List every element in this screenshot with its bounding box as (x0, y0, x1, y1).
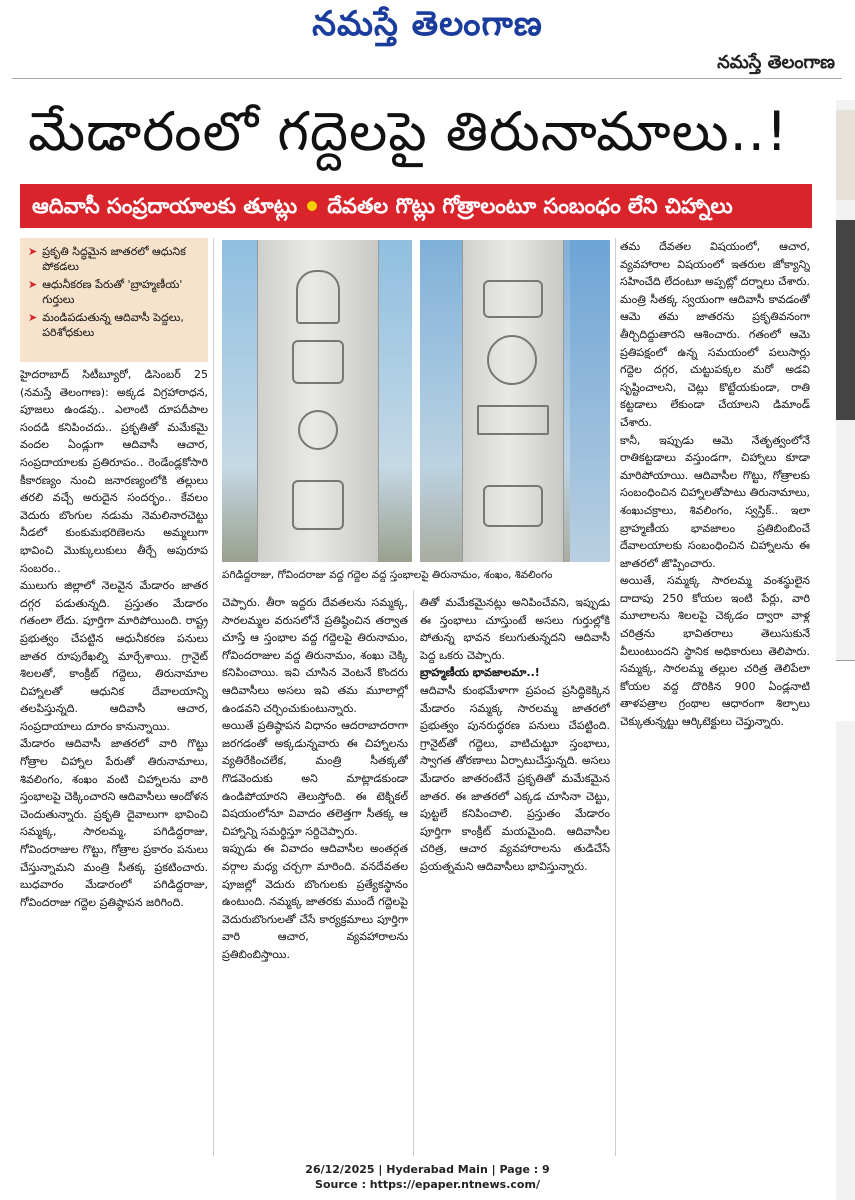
tirunamam-carving-icon (292, 340, 344, 384)
bullet-dot-icon (307, 201, 317, 211)
paragraph: చెప్పారు. తీరా ఇద్దరు దేవతలను సమ్మక్క, సారలమ్మల వరుసలోనే ప్రతిష్ఠించిన తర్వాత చూస్తే ఆ స్తంభాల వద్ద గద్దెలపై తిరునామం, గోవిందరాజుల వద్ద తిరునామం, శంఖు చెక్కి కనిపించాయి. ఇవి చూసిన వెంటనే కొందరు ఆదివాసీలు అసలు ఇవి తమ మూలాల్లో ఉండవని చర్చించుకుంటున్నారు. (222, 596, 408, 715)
paragraph: ములుగు జిల్లాలో నెలవైన మేడారం జాతర దగ్గర పడుతున్నది. ప్రస్తుతం మేడారం గతంలా లేదు. పూర్తిగా మారిపోయింది. రాష్ట్ర ప్రభుత్వం చేపట్టిన ఆధునీకరణ పనులు జాతర రూపురేఖల్ని మార్చేశాయి. గ్రానైట్ శిలలతో, కాంక్రీట్ గద్దెలు, తిరునామాల చిహ్నాలతో ఆధునిక దేవాలయాన్ని తలపిస్తున్నది. ఆదివాసీ ఆచార, సంప్రదాయాలు దూరం కానున్నాయి. (20, 579, 208, 733)
arrow-icon: ➤ (28, 311, 38, 324)
highlight-item: ➤ ప్రకృతి సిద్ధమైన జాతరలో ఆధునిక పోకడలు (28, 245, 186, 273)
flower-carving-icon (298, 410, 338, 450)
photo-caption: పగిడిద్దరాజు, గోవిందరాజు వద్ద గద్దెల వద్ద స్తంభాలపై తిరునామం, శంఖం, శివలింగం (222, 569, 553, 581)
cropped-header-fragment: నమస్తే తెలంగాణ (717, 52, 835, 73)
paragraph: తమ దేవతల విషయంలో, ఆచార, వ్యవహారాల విషయంలో ఇతరుల జోక్యాన్ని సహించేది లేదంటూ అప్పట్లో దర్నాలు చేశారు. మంత్రి సీతక్క స్వయంగా ఆదివాసీ కావడంతో ఆమె తమ జాతరను ప్రకృతివనంగా తీర్చిదిద్దుతారని ఆశించారు. గతంలో ఆమె ప్రతిపక్షంలో ఉన్న సమయంలో పలుసార్లు గద్దెల దగ్గర, చుట్టుపక్కల మరో అడవి సృష్టించాలని, చెట్లు కొట్టేయకుండా, రాతి కట్టడాలు లేకుండా చేయాలని డిమాండ్ చేశారు. (620, 240, 810, 429)
page-footer (0, 1162, 855, 1192)
sky-background (570, 240, 610, 562)
footer-source: Source : https://epaper.ntnews.com/ (315, 1178, 540, 1191)
paragraph: కానీ, ఇప్పుడు ఆమె నేతృత్వంలోనే రాతికట్టడాలు వస్తుండగా, చిహ్నాలు కూడా మారిపోయాయి. ఆదివాసీల గొట్టు, గోత్రాలకు సంబంధించిన చిహ్నాలతోపాటు తిరునామాలు, శంఖుచక్రాలు, శివలింగం, స్వస్తిక్.. ఇలా బ్రాహ్మణీయ భావజాలం ప్రతిబింబించే దేవాలయాలకు సంబంధించిన చిహ్నాలను ఈ జాతరలో జొప్పించారు. (620, 433, 810, 570)
adjacent-photo-dark (836, 220, 855, 420)
arrow-icon: ➤ (28, 278, 38, 291)
column-rule (413, 590, 414, 1156)
bow-carving-icon (483, 485, 543, 527)
article-column-3 (420, 594, 610, 1156)
paragraph: హైదరాబాద్ సిటీబ్యూరో, డిసెంబర్ 25 (నమస్తే తెలంగాణ): అక్కడ విగ్రహారాధన, పూజలు ఉండవు.. ఎలాంటి దూపదీపాల సందడి కనిపించదు.. ప్రకృతితో మమేకమై వందల ఏండ్లుగా ఆదివాసీ ఆచార, సంప్రదాయాలకు ప్రతిరూపం.. రెండేండ్లకోసారి కీకారణ్యం నుంచి జనారణ్యంలోకి తల్లులు తరలి వచ్చే అరుదైన సందర్భం.. కేవలం వెదురు బొంగుల నడుమ నెమలినారచెట్టు నీడలో కుంకుమభరిణెలను అమ్మలుగా భావించి మొక్కులుకులు తీర్చే అపురూప సంబరం.. (20, 368, 208, 575)
article-column-4 (620, 238, 810, 1156)
subheadline-bar (20, 184, 812, 228)
section-subheading: బ్రాహ్మణీయ భావజాలమా..! (420, 666, 540, 680)
adjacent-article-strip (836, 100, 855, 1200)
column-rule (615, 238, 616, 1156)
shivalingam-carving-icon (292, 480, 344, 530)
headline: మేడారంలో గద్దెలపై తిరునామాలు..! (28, 100, 789, 163)
conch-carving-icon (296, 270, 340, 324)
paragraph: ఆదివాసీ కుంభమేళాగా ప్రపంచ ప్రసిద్ధికెక్కిన మేడారం సమ్మక్క సారలమ్మ జాతరలో ప్రభుత్వం పునరుద్ధరణ పనులు చేపట్టింది. గ్రానైట్‌తో గద్దెలు, వాటిచుట్టూ స్తంభాలు, స్వాగత తోరణాలు ఏర్పాటుచేస్తున్నది. అసలు మేడారం జాతరంటేనే ప్రకృతితో మమేకమైన జాతర. ఈ జాతరలో ఎక్కడ చూసినా చెట్టు, పుట్టలే కనిపించాలి. ప్రస్తుతం మేడారం పూర్తిగా కాంక్రీట్ మయమైంది. ఆదివాసీల చరిత్ర, ఆచార వ్యవహారాలను తుడిచేసే ప్రయత్నమని ఆదివాసీలు భావిస్తున్నారు. (420, 683, 610, 873)
adjacent-photo (836, 110, 855, 200)
paragraph: తితో మమేకమైనట్లు అనిపించేవని, ఇప్పుడు ఈ స్తంభాలు చూస్తుంటే అసలు గుర్తుల్లోకి పోతున్న భావన కలుగుతున్నదని ఆదివాసీ పెద్ద ఒకరు చెప్పారు. (420, 596, 610, 662)
subheadline-part1: ఆదివాసీ సంప్రదాయాలకు తూట్లు (32, 194, 298, 218)
peacock-carving-icon (487, 335, 537, 385)
subheadline-part2: దేవతల గొట్లు గోత్రాలంటూ సంబంధం లేని చిహ్నాలు (327, 194, 733, 218)
adjacent-text (836, 660, 855, 721)
photo-pillar-right (420, 240, 610, 562)
photo-pillar-left (222, 240, 412, 562)
stone-pillar (257, 240, 379, 562)
highlight-item: ➤ ఆధునీకరణ పేరుతో 'బ్రాహ్మణీయ' గుర్తులు (28, 278, 183, 306)
article-column-1 (20, 366, 208, 1156)
highlight-item: ➤ మండిపడుతున్న ఆదివాసీ పెద్దలు, పరిశోధకులు (28, 311, 184, 339)
triangles-carving-icon (477, 405, 549, 435)
stone-pillar (462, 240, 564, 562)
paragraph: ఇప్పుడు ఈ వివాదం ఆదివాసీల అంతర్గత వర్గాల మధ్య చర్చగా మారింది. వనదేవతల పూజల్లో వెదురు బొంగులకు ప్రత్యేకస్థానం ఉంటుంది. నమ్మక్క జాతరకు ముందే గద్దెలపై వెదురుబొంగులతో చేసే కార్యక్రమాలు పూర్తిగా వారి ఆచార, వ్యవహారాలను ప్రతిబింబిస్తాయి. (222, 842, 408, 961)
article-column-2 (222, 594, 408, 1156)
column-rule (213, 238, 214, 1156)
footer-date-edition: 26/12/2025 | Hyderabad Main | Page : 9 (305, 1163, 550, 1176)
arrow-icon: ➤ (28, 245, 38, 258)
highlights-box (20, 238, 208, 362)
paragraph: అయితే ప్రతిష్ఠాపన విధానం ఆదరాబాదరాగా జరగడంతో అక్కడున్నవారు ఈ చిహ్నాలను వ్యతిరేకించలేక, మంత్రి సీతక్కతో గొడవెందుకు అని మాట్లాడకుండా ఉండిపోయారని తెలుస్తోంది. ఈ టెక్నికల్ విషయంలోనూ వివాదం తలెత్తగా సీతక్క ఆ చిహ్నాన్ని సమర్థిస్తూ సర్దిచెప్పారు. (222, 719, 408, 838)
throne-carving-icon (483, 280, 543, 318)
masthead-logo: నమస్తే తెలంగాణ (312, 4, 543, 44)
paragraph: మేడారం ఆదివాసీ జాతరలో వారి గొట్టు గోత్రాల చిహ్నాల పేరుతో తిరునామాలు, శివలింగం, శంఖం వంటి చిహ్నాలను వారి స్తంభాలపై చెక్కించారని ఆదివాసీలు ఆందోళన చెందుతున్నారు. ప్రకృతి దైవాలుగా భావించి సమ్మక్క, సారలమ్మ, పగిడిద్దరాజు, గోవిందరాజుల గొట్టు, గోత్రాల ప్రకారం పనులు చేస్తున్నామని మంత్రి సీతక్క ప్రకటించారు. బుధవారం మేడారంలో పగిడిద్దరాజు, గోవిందరాజు గద్దెల ప్రతిష్ఠాపన జరిగింది. (20, 737, 208, 909)
paragraph: అయితే, సమ్మక్క సారలమ్మ వంశస్థులైన దాదాపు 250 కోయల ఇంటి పేర్లు, వారి మూలాలను శిలలపై చెక్కడం ద్వారా వాళ్ల చరిత్రను భావితరాలు తెలుసుకునే వీలుంటుందని స్థానిక అధికారులు తెలిపారు. సమ్మక్క, సారలమ్మ తల్లుల చరిత్ర తెలిపేలా కోయల వద్ద దొరికిన 900 ఏండ్లనాటి తాళపత్రాల గ్రంథాల ఆధారంగా శిల్పాలు చెక్కుతున్నట్టు ఆర్కిటెక్టులు చెప్తున్నారు. (620, 574, 810, 729)
